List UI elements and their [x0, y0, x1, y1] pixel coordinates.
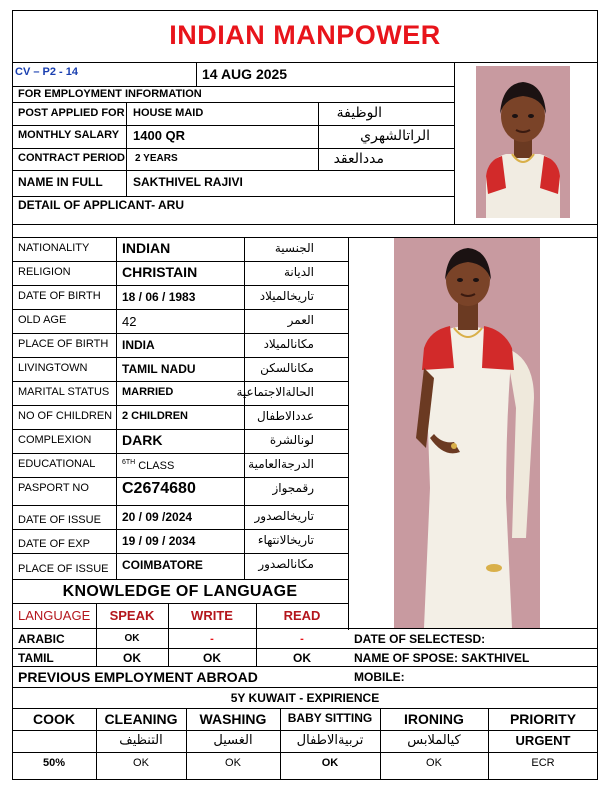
skill-arabic: كيالملابس: [407, 733, 461, 748]
date-selected: DATE OF SELECTESD:: [354, 632, 486, 646]
detail-value-text: CLASS: [138, 460, 175, 472]
detail-label: COMPLEXION: [18, 434, 92, 446]
detail-value: 20 / 09 /2024: [122, 510, 193, 524]
cv-date: 14 AUG 2025: [202, 66, 288, 82]
skill-value: ECR: [531, 757, 555, 769]
detail-arabic-label: مكانالميلاد: [263, 337, 314, 351]
post-label: POST APPLIED FOR: [18, 107, 125, 119]
detail-arabic-label: مكانالصدور: [258, 557, 314, 571]
period-arabic: مددالعقد: [333, 151, 384, 167]
language-row-arabic: ARABIC: [18, 632, 65, 646]
detail-row-divider: [12, 357, 348, 358]
detail-arabic-label: مكانالسكن: [260, 361, 314, 375]
arabic-speak: OK: [124, 633, 140, 644]
salary-arabic: الراتالشهري: [360, 128, 430, 144]
detail-arabic-label: تاريخالانتهاء: [257, 533, 314, 547]
detail-value: INDIA: [122, 338, 155, 352]
page-title: INDIAN MANPOWER: [169, 20, 441, 50]
detail-arabic-label: الدرجةالعامية: [248, 457, 314, 471]
detail-label: RELIGION: [18, 266, 71, 278]
detail-row-divider: [12, 505, 348, 506]
detail-row-divider: [12, 553, 348, 554]
salary-value: 1400 QR: [133, 128, 186, 143]
cv-code: CV – P2 - 14: [15, 66, 78, 78]
tamil-read: OK: [293, 651, 311, 665]
detail-arabic-label: الديانة: [283, 265, 314, 279]
detail-arabic-label: الجنسية: [274, 241, 314, 255]
detail-value: TAMIL NADU: [122, 362, 196, 376]
employment-section-title: FOR EMPLOYMENT INFORMATION: [18, 88, 202, 100]
language-header-write: WRITE: [191, 608, 233, 623]
detail-value: INDIAN: [122, 240, 171, 256]
detail-label: DATE OF BIRTH: [18, 290, 101, 302]
salary-label: MONTHLY SALARY: [18, 129, 120, 141]
detail-value: MARRIED: [122, 386, 174, 398]
detail-arabic-label: عددالاطفال: [257, 409, 314, 423]
detail-row-divider: [12, 333, 348, 334]
skill-arabic: تربيةالاطفال: [296, 733, 364, 748]
detail-label: DATE OF EXP: [18, 538, 90, 550]
tamil-write: OK: [203, 651, 221, 665]
period-value: 2 YEARS: [135, 153, 178, 164]
detail-value: [122, 459, 174, 472]
skill-header: COOK: [33, 711, 75, 727]
detail-arabic-label: العمر: [287, 313, 314, 327]
detail-label: PASPORT NO: [18, 482, 89, 494]
skill-value: OK: [225, 757, 241, 769]
detail-value-superscript: 6TH: [122, 459, 136, 466]
detail-label: PLACE OF ISSUE: [18, 563, 109, 575]
skill-header: IRONING: [404, 711, 464, 727]
skill-arabic: الغسيل: [213, 733, 253, 748]
arabic-read: -: [300, 633, 304, 645]
skill-header: PRIORITY: [509, 711, 577, 727]
detail-label: LIVINGTOWN: [18, 362, 88, 374]
language-row-tamil: TAMIL: [18, 651, 54, 665]
detail-row-divider: [12, 429, 348, 430]
experience-text: 5Y KUWAIT - EXPIRIENCE: [230, 691, 380, 705]
detail-arabic-label: رقمجواز: [272, 481, 314, 495]
detail-value: 2 CHILDREN: [122, 410, 189, 422]
skill-header: CLEANING: [104, 711, 178, 727]
detail-value: C2674680: [122, 480, 196, 497]
skill-header: WASHING: [199, 711, 267, 727]
detail-label: MARITAL STATUS: [18, 386, 110, 398]
detail-row-divider: [12, 529, 348, 530]
name-label: NAME IN FULL: [18, 175, 103, 189]
period-label: CONTRACT PERIOD: [18, 152, 125, 164]
post-arabic: الوظيفة: [336, 105, 382, 121]
detail-arabic-label: تاريخالصدور: [254, 509, 314, 523]
name-value: SAKTHIVEL RAJIVI: [133, 175, 243, 189]
skill-value: OK: [133, 757, 149, 769]
detail-row-divider: [12, 477, 348, 478]
post-value: HOUSE MAID: [133, 107, 204, 119]
detail-row-divider: [12, 261, 348, 262]
detail-value: COIMBATORE: [122, 558, 203, 572]
mobile-label: MOBILE:: [354, 670, 405, 684]
detail-value: 19 / 09 / 2034: [122, 534, 196, 548]
detail-value: DARK: [122, 432, 163, 448]
skill-arabic: التنظيف: [119, 733, 163, 748]
detail-label: DATE OF ISSUE: [18, 514, 101, 526]
applicant-portrait-photo: [476, 66, 570, 218]
previous-employment-title: PREVIOUS EMPLOYMENT ABROAD: [18, 669, 258, 685]
detail-row-divider: [12, 453, 348, 454]
applicant-detail-title: DETAIL OF APPLICANT- ARU: [18, 198, 184, 212]
detail-label: OLD AGE: [18, 314, 67, 326]
detail-label: EDUCATIONAL: [18, 458, 96, 470]
detail-value: CHRISTAIN: [122, 264, 198, 280]
applicant-full-photo: [394, 238, 540, 628]
skill-value: 50%: [42, 757, 66, 769]
detail-row-divider: [12, 405, 348, 406]
detail-arabic-label: الحالةالاجتماعية: [236, 385, 314, 399]
language-section-title: KNOWLEDGE OF LANGUAGE: [62, 583, 298, 600]
arabic-write: -: [210, 633, 214, 645]
skill-header: BABY SITTING: [287, 711, 373, 725]
detail-label: PLACE OF BIRTH: [18, 338, 109, 350]
detail-value: 42: [122, 314, 137, 329]
detail-row-divider: [12, 309, 348, 310]
detail-row-divider: [12, 381, 348, 382]
spouse-name: NAME OF SPOSE: SAKTHIVEL: [354, 651, 530, 665]
skill-value: OK: [426, 757, 442, 769]
language-header-language: LANGUAGE: [18, 608, 91, 623]
detail-label: NATIONALITY: [18, 242, 90, 254]
language-header-read: READ: [283, 608, 321, 623]
tamil-speak: OK: [123, 651, 141, 665]
detail-label: NO OF CHILDREN: [18, 410, 113, 422]
detail-arabic-label: تاريخالميلاد: [259, 289, 314, 303]
detail-arabic-label: لونالشرة: [269, 433, 314, 447]
detail-value: 18 / 06 / 1983: [122, 290, 196, 304]
skill-arabic: URGENT: [515, 733, 571, 748]
skill-value: OK: [321, 757, 339, 769]
detail-row-divider: [12, 285, 348, 286]
language-header-speak: SPEAK: [109, 608, 155, 623]
